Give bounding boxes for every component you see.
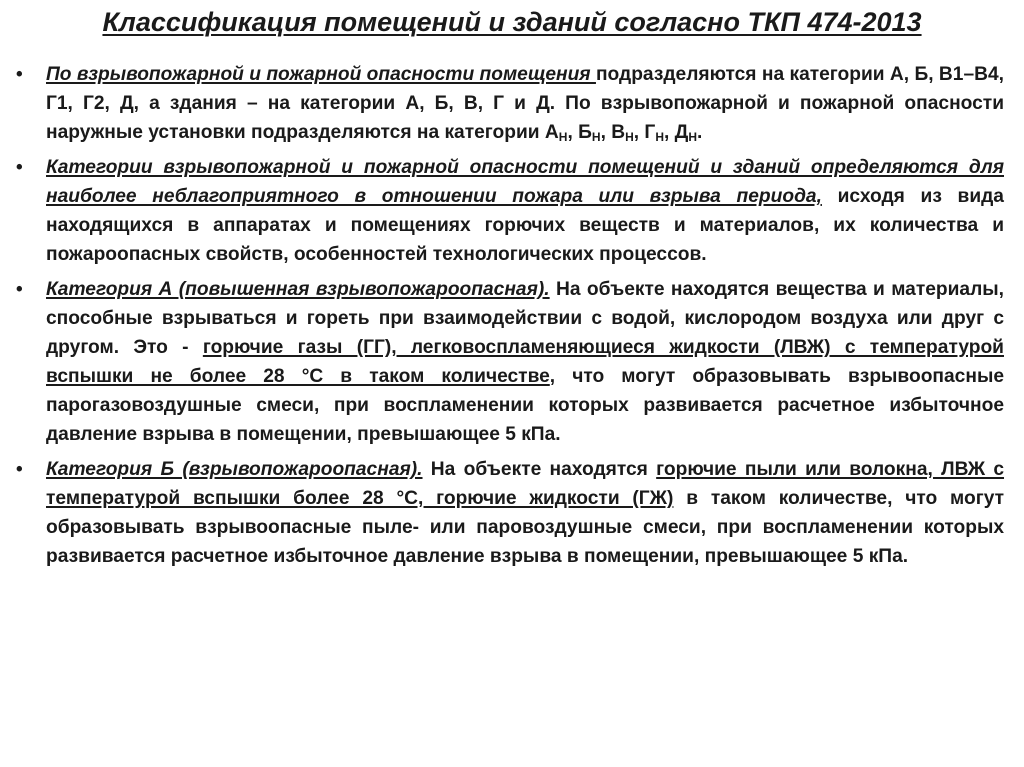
subscript: Н [655,130,664,144]
subscript: Н [558,130,568,144]
list-item [10,455,1014,571]
bullet-list [10,60,1014,571]
bullet-icon: • [16,157,23,178]
bullet-text: подразделяются на категории А, Б, В1–В4, Г1, Г2, Д, а здания – на категории А, Б, В, Г и Д. По взрывопожарной и пожарной опасности наружные установки подразделяются на категории А [46,64,1004,143]
bullet-lead: Категория А (повышенная взрывопожароопасная). [46,279,550,300]
bullet-text: , Г [633,122,656,143]
bullet-text: , что могут образовывать взрывоопасные парогазовоздушные смеси, при воспламенении которых развивается расчетное избыточное давление взрыва в помещении, превышающее 5 кПа. [46,366,1004,445]
list-item [10,153,1014,269]
bullet-underlined-text: горючие пыли или волокна, ЛВЖ с температурой вспышки более 28 °С, горючие жидкости (ГЖ) [46,459,1005,509]
subscript: Н [591,130,601,144]
bullet-icon: • [16,279,23,300]
bullet-text: исходя из вида находящихся в аппаратах и помещениях горючих веществ и материалов, их количества и пожароопасных свойств, особенностей технологических процессов. [46,186,1004,265]
bullet-lead: По взрывопожарной и пожарной опасности помещения [46,64,596,85]
bullet-text: , В [600,122,626,143]
subscript: Н [625,130,634,144]
list-item [10,275,1014,449]
bullet-text: , Б [567,122,592,143]
subscript: Н [688,130,697,144]
bullet-text: . [697,122,703,143]
bullet-text: , Д [663,122,689,143]
bullet-text: в таком количестве, что могут образовывать взрывоопасные пыле- или паровоздушные смеси, при воспламенении которых развивается расчетное избыточное давление взрыва в помещении, превышающее 5 кПа. [46,488,1004,567]
bullet-text: На объекте находятся вещества и материалы, способные взрываться и гореть при взаимодействии с водой, кислородом воздуха или друг с другом. Это - [46,279,1004,358]
bullet-text: На объекте находятся [422,459,657,480]
list-item [10,60,1014,147]
bullet-lead: Категория Б (взрывопожароопасная). [46,459,423,480]
bullet-icon: • [16,64,23,85]
bullet-lead: Категории взрывопожарной и пожарной опасности помещений и зданий определяются для наиболее неблагоприятного в отношении пожара или взрыва периода, [46,157,1004,207]
bullet-underlined-text: горючие газы (ГГ), легковоспламеняющиеся жидкости (ЛВЖ) с температурой вспышки не более 28 °С в таком количестве [46,337,1004,387]
bullet-icon: • [16,459,23,480]
page-title: Классификация помещений и зданий согласно ТКП 474-2013 [102,7,922,37]
